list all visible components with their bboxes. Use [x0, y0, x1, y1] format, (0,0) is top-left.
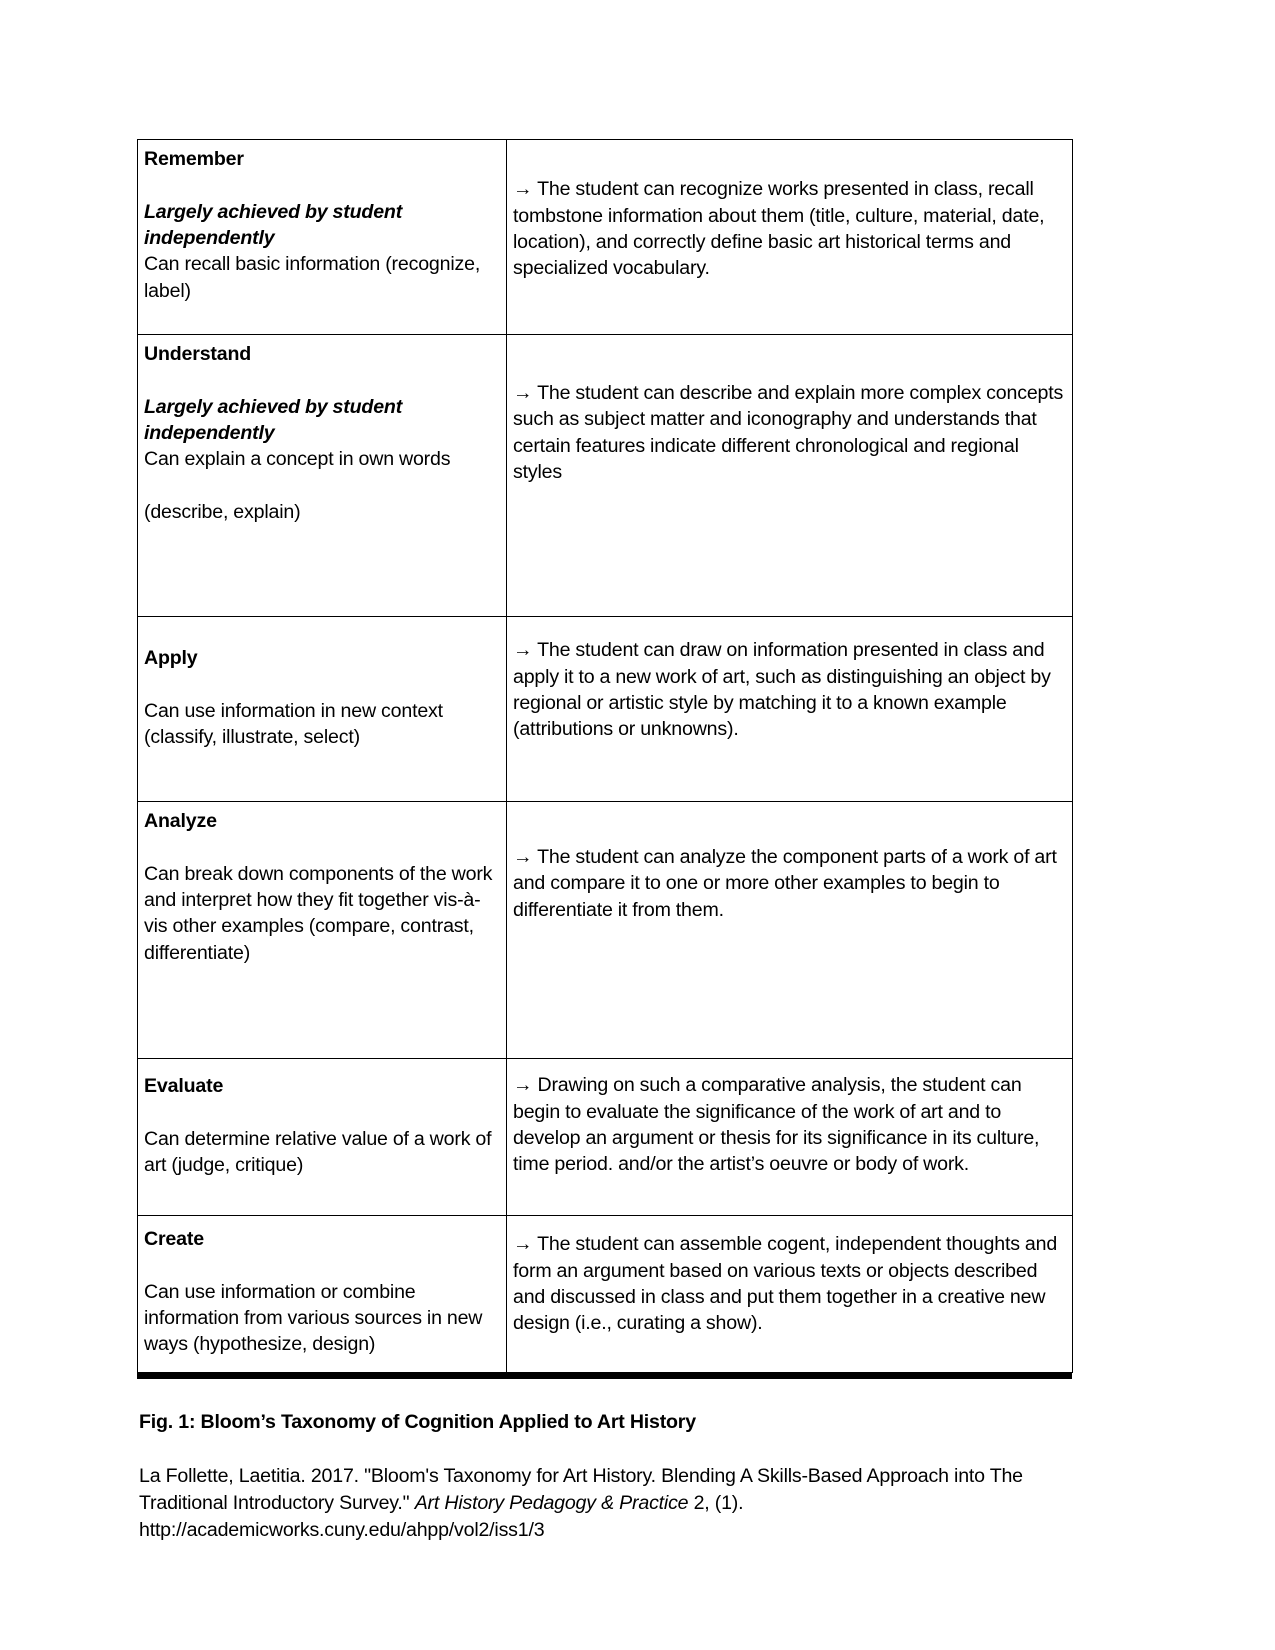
level-title: Remember	[144, 148, 244, 170]
level-title: Evaluate	[144, 1075, 224, 1097]
blank-line	[144, 1252, 501, 1278]
outcome-text: → Drawing on such a comparative analysis, the student can begin to evaluate the significance of the work of art and to develop an argument or thesis for its significance in its culture, time period. and/or the artist’s oeuvre or body of work.	[513, 1074, 1040, 1176]
blank-line	[144, 1099, 501, 1125]
level-qualifier: Largely achieved by student independently	[144, 395, 403, 445]
outcome-cell-evaluate	[507, 1059, 1073, 1216]
level-skill: Can use information in new context (classify, illustrate, select)	[144, 699, 443, 749]
level-cell-apply	[138, 617, 507, 802]
level-title: Apply	[144, 647, 198, 669]
level-skill: Can use information or combine information from various sources in new ways (hypothesize, design)	[144, 1280, 483, 1356]
blank-line	[144, 473, 501, 499]
outcome-text: → The student can recognize works presented in class, recall tombstone information about them (title, culture, material, date, location), and correctly define basic art historical terms and specialized vocabulary.	[513, 178, 1045, 280]
table-row	[138, 335, 1073, 617]
outcome-cell-understand	[507, 335, 1073, 617]
table-row	[138, 802, 1073, 1059]
outcome-text: → The student can draw on information presented in class and apply it to a new work of art, such as distinguishing an object by regional or artistic style by matching it to a known example (attributions or unknowns).	[513, 639, 1051, 741]
table-bottom-rule	[137, 1372, 1072, 1379]
outcome-text: → The student can analyze the component parts of a work of art and compare it to one or more other examples to begin to differentiate it from them.	[513, 846, 1057, 921]
level-skill: Can break down components of the work and interpret how they fit together vis-à-vis other examples (compare, contrast, differentiate)	[144, 862, 493, 964]
citation-url[interactable]: http://academicworks.cuny.edu/ahpp/vol2/iss1/3	[139, 1519, 545, 1541]
table-row	[138, 1059, 1073, 1216]
citation-journal-title: Art History Pedagogy & Practice	[414, 1491, 689, 1514]
level-title: Understand	[144, 343, 252, 365]
level-cell-evaluate	[138, 1059, 507, 1216]
level-title: Create	[144, 1228, 204, 1250]
figure-caption: Fig. 1: Bloom’s Taxonomy of Cognition Applied to Art History	[139, 1411, 696, 1433]
level-skill-extra: (describe, explain)	[144, 501, 301, 524]
outcome-cell-analyze	[507, 802, 1073, 1059]
bloom-taxonomy-table	[137, 139, 1073, 1373]
blank-line	[144, 367, 501, 393]
level-skill: Can recall basic information (recognize, label)	[144, 253, 481, 302]
citation-after-journal: 2, (1).	[688, 1491, 744, 1514]
level-cell-analyze	[138, 802, 507, 1059]
level-qualifier: Largely achieved by student independently	[144, 200, 403, 250]
level-cell-remember	[138, 140, 507, 335]
table-row	[138, 1216, 1073, 1373]
level-cell-create	[138, 1216, 507, 1373]
level-title: Analyze	[144, 810, 217, 832]
outcome-text: → The student can assemble cogent, independent thoughts and form an argument based on various texts or objects described and discussed in class and put them together in a creative new design (i.e., curating a show).	[513, 1233, 1058, 1335]
table-row	[138, 617, 1073, 802]
citation-block	[139, 1463, 1084, 1517]
citation-before-journal: La Follette, Laetitia. 2017. "Bloom's Taxonomy for Art History. Blending A Skills-Based Approach into The Traditional Introductory Survey."	[139, 1465, 1023, 1514]
level-skill: Can determine relative value of a work of art (judge, critique)	[144, 1127, 492, 1177]
blank-line	[144, 172, 501, 198]
outcome-cell-apply	[507, 617, 1073, 802]
outcome-text: → The student can describe and explain more complex concepts such as subject matter and iconography and understands that certain features indicate different chronological and regional styles	[513, 382, 1064, 484]
outcome-cell-remember	[507, 140, 1073, 335]
level-cell-understand	[138, 335, 507, 617]
table-row	[138, 140, 1073, 335]
blank-line	[144, 671, 501, 697]
outcome-cell-create	[507, 1216, 1073, 1373]
blank-line	[144, 834, 501, 860]
level-skill: Can explain a concept in own words	[144, 448, 451, 471]
